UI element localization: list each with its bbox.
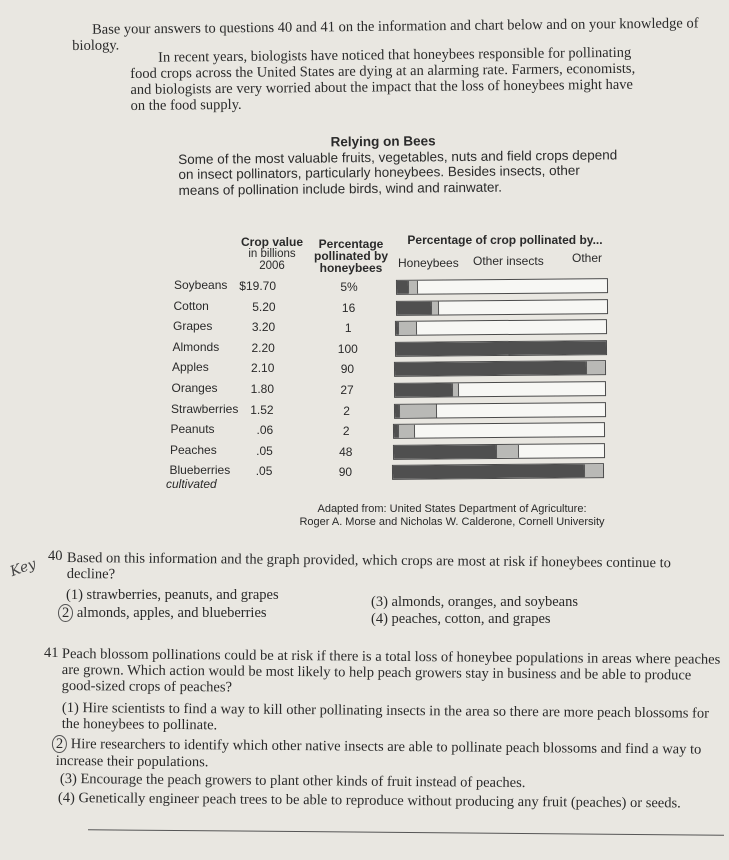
question-stem: Based on this information and the graph provided, which crops are most at risk if honeybees continue to decline? bbox=[66, 550, 672, 583]
header-text: Crop value bbox=[240, 235, 303, 249]
other-insects-segment bbox=[586, 361, 606, 374]
pollination-bar bbox=[393, 422, 605, 439]
pollination-bar bbox=[395, 319, 607, 336]
other-insects-segment bbox=[584, 464, 604, 477]
option-text: Encourage the peach growers to plant other kinds of fruit instead of peaches. bbox=[80, 771, 526, 792]
other-insects-segment bbox=[430, 301, 439, 314]
bars-header: Percentage of crop pollinated by... bbox=[407, 233, 603, 247]
other-insects-segment bbox=[495, 445, 518, 458]
option-number: (4) bbox=[371, 611, 388, 627]
circled-option-number: 2 bbox=[58, 604, 73, 622]
crop-value: 5.20 bbox=[252, 299, 276, 314]
chart-source bbox=[296, 503, 608, 529]
crop-name: Grapes bbox=[173, 319, 213, 334]
crop-name: Peaches bbox=[170, 442, 217, 457]
option-text: almonds, oranges, and soybeans bbox=[391, 594, 578, 610]
crop-name: Oranges bbox=[171, 381, 218, 395]
option-4[interactable] bbox=[371, 611, 551, 627]
pollination-bar bbox=[394, 381, 606, 398]
question-number: 40 bbox=[48, 548, 63, 564]
header-text: in billions bbox=[248, 248, 296, 260]
option-text: Genetically engineer peach trees to be able to reproduce without producing any fruit (peaches) or seeds. bbox=[78, 790, 681, 812]
divider-line bbox=[88, 829, 724, 836]
option-text: Hire scientists to find a way to kill other pollinating insects in the area so there are more peach blossoms for the honeybees to pollinate. bbox=[61, 700, 710, 734]
header-text: honeybees bbox=[319, 261, 383, 275]
other-insects-segment bbox=[452, 383, 458, 396]
crop-name: Blueberries bbox=[169, 463, 231, 478]
crop-name: Soybeans bbox=[174, 278, 228, 292]
honeybee-percentage: 27 bbox=[340, 383, 354, 397]
source-line: Adapted from: United States Department of Agriculture: bbox=[317, 503, 587, 515]
question-number: 41 bbox=[44, 645, 59, 661]
option-1[interactable] bbox=[66, 587, 279, 603]
legend-honeybees: Honeybees bbox=[398, 256, 459, 270]
option-3[interactable] bbox=[371, 594, 578, 610]
source-line: Roger A. Morse and Nicholas W. Calderone, Cornell University bbox=[299, 516, 605, 528]
honeybee-percentage: 2 bbox=[343, 403, 350, 418]
honeybee-segment bbox=[396, 341, 607, 356]
pollination-bar bbox=[396, 299, 608, 316]
crop-value: .05 bbox=[256, 443, 273, 458]
crop-value: .05 bbox=[255, 464, 273, 479]
honeybee-segment bbox=[394, 445, 496, 459]
legend-other: Other bbox=[572, 251, 603, 265]
pollination-bar bbox=[394, 402, 606, 419]
honeybee-segment bbox=[395, 383, 452, 396]
crop-value: $19.70 bbox=[239, 279, 276, 293]
chart-intro bbox=[178, 131, 619, 198]
passage: In recent years, biologists have noticed that honeybees responsible for pollinating food crops across the United States are dying at an alarming rate. Farmers, economists, and biologists are very worried about the impact that the loss of honeybees might have on the food supply. bbox=[130, 44, 636, 114]
option-1[interactable] bbox=[62, 700, 722, 738]
other-insects-segment bbox=[399, 404, 437, 417]
chart-description: Some of the most valuable fruits, vegetables, nuts and field crops depend on insect pollinators, particularly honeybees. Besides insects, other means of pollination include birds, wind and rainwater. bbox=[178, 146, 618, 198]
crop-value: 1.80 bbox=[250, 382, 274, 396]
question-stem: Peach blossom pollinations could be at risk if there is a total loss of honeybee populations in areas where peaches are grown. Which action would be most likely to help peach growers stay in business and be able to produce good-sized crops of peaches? bbox=[61, 646, 721, 696]
option-number: (3) bbox=[59, 771, 77, 788]
honeybee-percentage: 100 bbox=[337, 341, 358, 356]
honeybee-percentage: 2 bbox=[342, 424, 350, 439]
crop-value: 2.10 bbox=[251, 361, 275, 376]
other-insects-segment bbox=[398, 322, 417, 335]
honeybee-segment bbox=[393, 465, 584, 480]
pollination-bar bbox=[395, 340, 607, 357]
honeybee-segment bbox=[397, 301, 431, 314]
crop-value: 2.20 bbox=[251, 340, 275, 355]
circled-option-number: 2 bbox=[52, 735, 67, 753]
percentage-header bbox=[314, 238, 388, 274]
option-text: peaches, cotton, and grapes bbox=[391, 611, 551, 627]
crop-name: Cotton bbox=[173, 298, 209, 313]
option-2-selected[interactable] bbox=[56, 735, 722, 775]
pollination-bar bbox=[394, 360, 606, 377]
instructions: Base your answers to questions 40 and 41 on the information and chart below and on your knowledge of biology. bbox=[72, 15, 699, 54]
option-text: almonds, apples, and blueberries bbox=[76, 605, 267, 621]
option-number: (3) bbox=[371, 594, 388, 610]
pollination-bar bbox=[396, 278, 608, 295]
chart-title: Relying on Bees bbox=[330, 133, 436, 150]
crop-name: Strawberries bbox=[171, 401, 239, 416]
crop-qualifier: cultivated bbox=[166, 477, 217, 492]
crop-value: .06 bbox=[256, 423, 274, 438]
honeybee-segment bbox=[397, 281, 408, 294]
honeybee-segment bbox=[395, 362, 586, 377]
header-text: 2006 bbox=[259, 260, 285, 272]
honeybee-percentage: 90 bbox=[338, 465, 353, 480]
option-text: strawberries, peanuts, and grapes bbox=[86, 587, 279, 603]
other-insects-segment bbox=[398, 425, 415, 438]
option-number: (4) bbox=[57, 790, 75, 807]
crop-value: 1.52 bbox=[250, 402, 274, 417]
pollination-bar bbox=[393, 443, 605, 460]
option-3[interactable] bbox=[60, 771, 720, 793]
header-text: Percentage bbox=[318, 237, 384, 251]
crop-value: 3.20 bbox=[251, 320, 276, 335]
option-number: (1) bbox=[61, 700, 79, 717]
crop-name: Almonds bbox=[172, 339, 220, 354]
honeybee-percentage: 90 bbox=[340, 362, 355, 377]
honeybee-percentage: 16 bbox=[341, 300, 356, 315]
crop-name: Peanuts bbox=[170, 422, 215, 437]
option-number: (1) bbox=[66, 587, 83, 603]
pollination-bar bbox=[392, 463, 604, 480]
option-4[interactable] bbox=[58, 790, 722, 812]
other-insects-segment bbox=[408, 281, 419, 294]
crop-name: Apples bbox=[172, 360, 209, 375]
legend-other-insects: Other insects bbox=[473, 254, 544, 268]
honeybee-percentage: 1 bbox=[344, 321, 352, 336]
honeybee-percentage: 5% bbox=[340, 280, 358, 294]
option-text: Hire researchers to identify which other native insects are able to pollinate peach blossoms and find a way to increase their populations. bbox=[55, 736, 702, 771]
handwritten-key: Key bbox=[8, 555, 39, 581]
header-text: pollinated by bbox=[314, 249, 389, 263]
honeybee-percentage: 48 bbox=[339, 444, 353, 459]
crop-value-header bbox=[238, 236, 306, 272]
option-2-selected[interactable] bbox=[62, 604, 267, 622]
